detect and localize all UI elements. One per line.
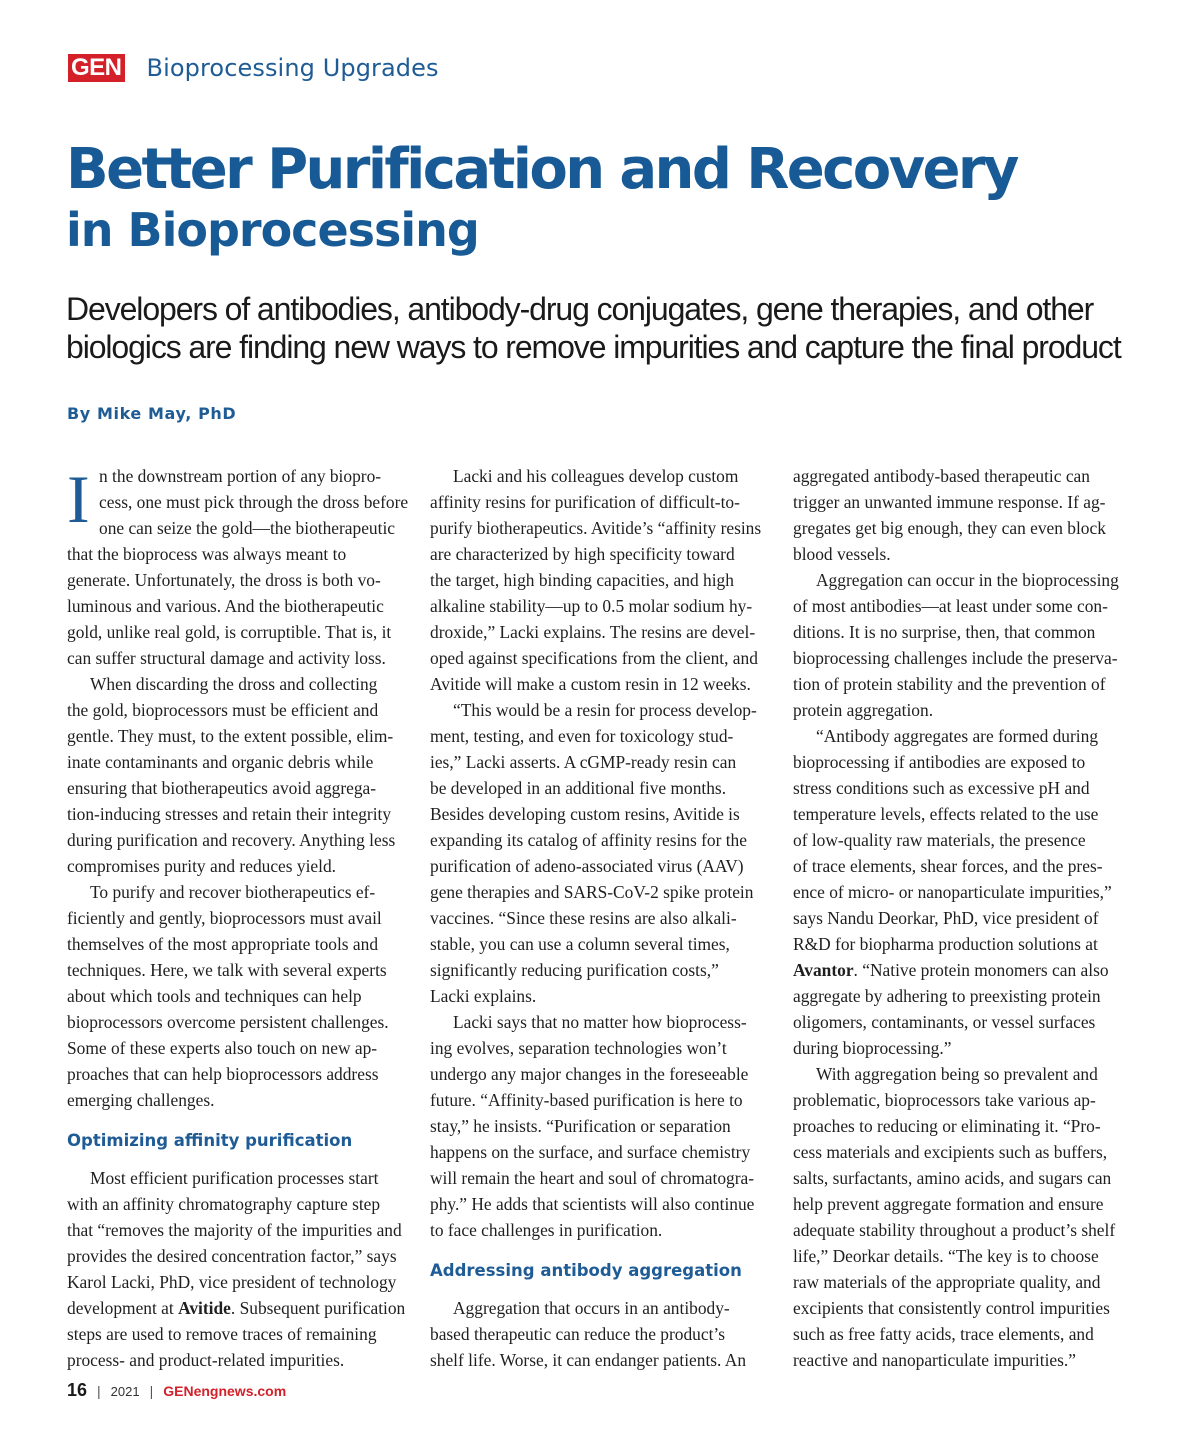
issue-year: 2021 [110,1384,140,1399]
text-line: ditions. It is no surprise, then, that common [793,622,1096,642]
text-line: affinity resins for purification of difficult-to- [430,492,740,512]
text-line: excipients that consistently control impurities [793,1298,1110,1318]
article-title: Better Purification and Recovery [66,137,1017,202]
text-line: “Antibody aggregates are formed during [816,726,1099,746]
paragraph [430,1295,772,1373]
text-line: blood vessels. [793,544,891,564]
text-line: droxide,” Lacki explains. The resins are devel- [430,622,756,642]
text-line: the gold, bioprocessors must be efficient and [67,700,379,720]
text-line: generate. Unfortunately, the dross is both vo- [67,570,381,590]
text-line: one can seize the gold—the biotherapeutic [99,518,396,538]
text-line: ensuring that biotherapeutics avoid aggrega- [67,778,377,798]
text-line: bioprocessing if antibodies are exposed to [793,752,1086,772]
text-line: the target, high binding capacities, and high [430,570,734,590]
company-name: Avantor [793,960,854,980]
text-line: undergo any major changes in the foreseeable [430,1064,749,1084]
article-deck [66,290,1166,366]
text-line: based therapeutic can reduce the product’s [430,1324,726,1344]
text-line: vaccines. “Since these resins are also alkali- [430,908,737,928]
text-line: steps are used to remove traces of remaining [67,1324,377,1344]
paragraph [430,1009,772,1243]
text-line: with an affinity chromatography capture step [67,1194,381,1214]
text-line: n the downstream portion of any biopro- [99,466,382,486]
paragraph [793,1061,1135,1373]
text-line: life,” Deorkar details. “The key is to choose [793,1246,1099,1266]
text-line: says Nandu Deorkar, PhD, vice president of [793,908,1099,928]
section-label: Bioprocessing Upgrades [146,54,439,82]
text-line: stress conditions such as excessive pH and [793,778,1090,798]
text-line: themselves of the most appropriate tools and [67,934,379,954]
text-line: alkaline stability—up to 0.5 molar sodium hy- [430,596,753,616]
drop-cap: I [67,461,90,537]
text-line: such as free fatty acids, trace elements, and [793,1324,1094,1344]
text-line: Most efficient purification processes start [90,1168,379,1188]
page-footer [67,1380,286,1401]
text-line: of low-quality raw materials, the presence [793,830,1086,850]
text-line: phy.” He adds that scientists will also continue [430,1194,755,1214]
footer-separator: | [149,1383,154,1399]
text-line: bioprocessing challenges include the preserva- [793,648,1118,668]
text-line: are characterized by high specificity toward [430,544,735,564]
text-line: With aggregation being so prevalent and [816,1064,1098,1084]
column-3 [793,463,1135,1373]
text-line: expanding its catalog of affinity resins for the [430,830,747,850]
text-line: of trace elements, shear forces, and the pres- [793,856,1103,876]
text-line: protein aggregation. [793,700,934,720]
paragraph [793,723,1135,1061]
text-line: purify biotherapeutics. Avitide’s “affinity resins [430,518,762,538]
paragraph [430,697,772,1009]
text-line: raw materials of the appropriate quality, and [793,1272,1101,1292]
text-line: luminous and various. And the biotherapeutic [67,596,384,616]
text-line: techniques. Here, we talk with several experts [67,960,387,980]
text-line: salts, surfactants, amino acids, and sugars can [793,1168,1112,1188]
text-line: Lacki says that no matter how bioprocess- [453,1012,747,1032]
intro-paragraph [67,463,409,671]
text-line: during bioprocessing.” [793,1038,952,1058]
text-line: To purify and recover biotherapeutics ef- [90,882,376,902]
text-line: cess materials and excipients such as buffers, [793,1142,1108,1162]
text-line: Lacki explains. [430,986,537,1006]
paragraph [430,463,772,697]
text-line: Karol Lacki, PhD, vice president of technology [67,1272,397,1292]
text-line: adequate stability throughout a product’s shelf [793,1220,1116,1240]
text-line: gregates get big enough, they can even block [793,518,1106,538]
text-fragment: development at [67,1298,179,1318]
text-line: help prevent aggregate formation and ensure [793,1194,1104,1214]
website-link[interactable]: GENengnews.com [163,1383,287,1399]
text-fragment: . Subsequent purification [230,1298,406,1318]
text-line: reactive and nanoparticulate impurities.” [793,1350,1076,1370]
article-subtitle: in Bioprocessing [66,203,479,257]
text-fragment: . “Native protein monomers can also [853,960,1109,980]
text-line: proaches that can help bioprocessors address [67,1064,379,1084]
text-line: inate contaminants and organic debris while [67,752,374,772]
text-line [793,957,1135,983]
text-line: process- and product-related impurities. [67,1350,345,1370]
text-line: happens on the surface, and surface chemistry [430,1142,751,1162]
text-line: can suffer structural damage and activity loss. [67,648,386,668]
text-line: to face challenges in purification. [430,1220,663,1240]
text-line: shelf life. Worse, it can endanger patients. An [430,1350,747,1370]
text-line: cess, one must pick through the dross before [99,492,409,512]
text-line: trigger an unwanted immune response. If ag- [793,492,1106,512]
gen-logo: GEN [68,54,125,82]
text-line: temperature levels, effects related to the use [793,804,1099,824]
text-line: R&D for biopharma production solutions at [793,934,1098,954]
section-heading: Addressing antibody aggregation [430,1261,742,1280]
company-name: Avitide [178,1298,231,1318]
deck-line: Developers of antibodies, antibody-drug conjugates, gene therapies, and other [66,291,1094,327]
text-line: oped against specifications from the client, and [430,648,758,668]
text-line [67,1295,409,1321]
text-line: “This would be a resin for process develop- [453,700,757,720]
column-1 [67,463,409,1373]
text-line: ficiently and gently, bioprocessors must avail [67,908,382,928]
text-line: significantly reducing purification costs,” [430,960,719,980]
column-2 [430,463,772,1373]
text-line: gold, unlike real gold, is corruptible. That is, it [67,622,392,642]
text-line: that “removes the majority of the impurities and [67,1220,402,1240]
text-line: bioprocessors overcome persistent challenges. [67,1012,389,1032]
text-line: of most antibodies—at least under some con- [793,596,1108,616]
text-line: stay,” he insists. “Purification or separation [430,1116,731,1136]
text-line: about which tools and techniques can help [67,986,362,1006]
text-line: be developed in an additional five months. [430,778,727,798]
text-line: ies,” Lacki asserts. A cGMP-ready resin can [430,752,737,772]
text-line: ment, testing, and even for toxicology stud- [430,726,734,746]
text-line: during purification and recovery. Anything less [67,830,396,850]
text-line: future. “Affinity-based purification is here to [430,1090,743,1110]
text-line: purification of adeno-associated virus (AAV) [430,856,744,876]
text-line: Avitide will make a custom resin in 12 weeks. [430,674,751,694]
text-line: ence of micro- or nanoparticulate impurities,” [793,882,1112,902]
text-line: Aggregation can occur in the bioprocessing [816,570,1119,590]
text-line: provides the desired concentration factor,” says [67,1246,397,1266]
paragraph [67,671,409,879]
page-number: 16 [67,1380,88,1400]
paragraph [793,567,1135,723]
text-line: that the bioprocess was always meant to [67,544,347,564]
text-line: Aggregation that occurs in an antibody- [453,1298,730,1318]
paragraph [67,879,409,1113]
text-line: will remain the heart and soul of chromatogra- [430,1168,755,1188]
section-heading: Optimizing affinity purification [67,1131,353,1150]
text-line: aggregated antibody-based therapeutic can [793,466,1090,486]
text-line: gene therapies and SARS-CoV-2 spike protein [430,882,754,902]
paragraph [67,1165,409,1373]
text-line: emerging challenges. [67,1090,215,1110]
text-line: proaches to reducing or eliminating it. “Pro- [793,1116,1101,1136]
text-line: aggregate by adhering to preexisting protein [793,986,1101,1006]
text-line: When discarding the dross and collecting [90,674,378,694]
footer-separator: | [97,1383,101,1399]
byline: By Mike May, PhD [67,404,237,423]
text-line: gentle. They must, to the extent possible, elim- [67,726,394,746]
text-line: stable, you can use a column several times, [430,934,730,954]
text-line: compromises purity and reduces yield. [67,856,337,876]
text-line: oligomers, contaminants, or vessel surfaces [793,1012,1096,1032]
text-line: problematic, bioprocessors take various ap- [793,1090,1096,1110]
text-line: Besides developing custom resins, Avitide is [430,804,740,824]
page-header [68,52,439,84]
text-line: Lacki and his colleagues develop custom [453,466,739,486]
text-line: tion-inducing stresses and retain their integrity [67,804,392,824]
text-line: tion of protein stability and the prevention of [793,674,1106,694]
paragraph [793,463,1135,567]
text-line: ing evolves, separation technologies won’t [430,1038,727,1058]
text-line: Some of these experts also touch on new ap- [67,1038,378,1058]
deck-line: biologics are finding new ways to remove impurities and capture the final product [66,329,1121,365]
